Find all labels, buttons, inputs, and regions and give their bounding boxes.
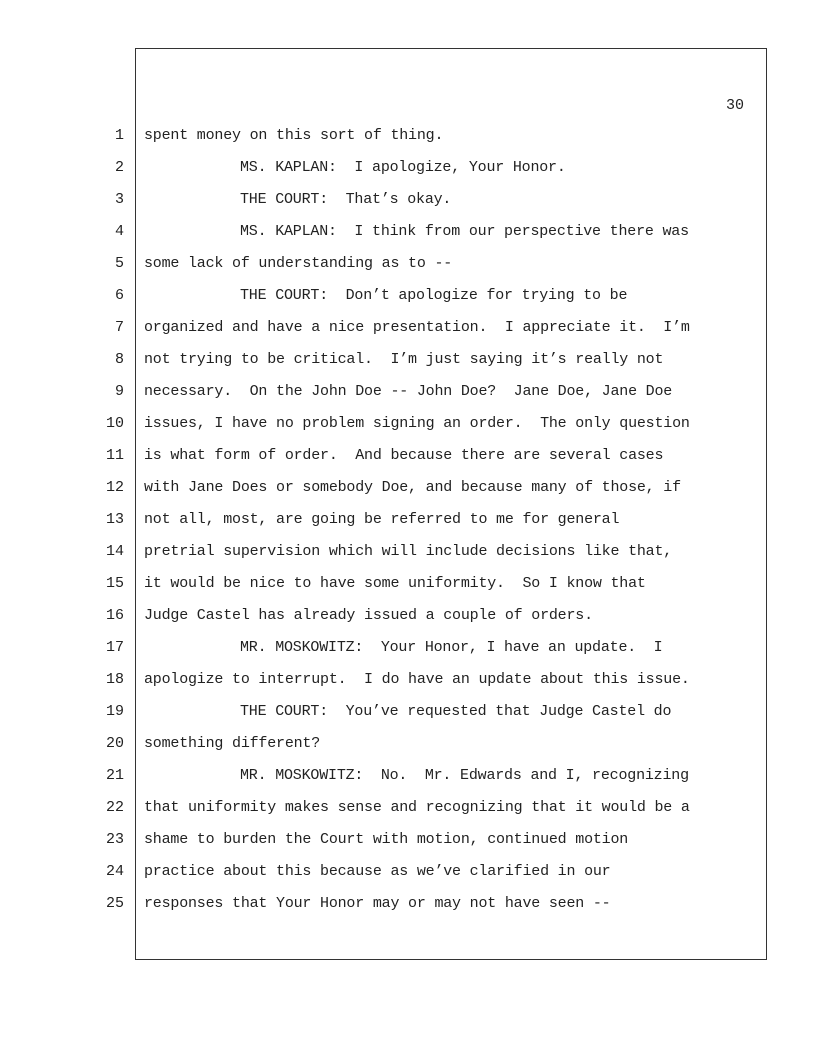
transcript-line [0,862,816,894]
transcript-line [0,798,816,830]
line-text: organized and have a nice presentation. I appreciate it. I’m [144,319,690,336]
line-text: THE COURT: You’ve requested that Judge Castel do [240,703,672,720]
transcript-lines [0,126,816,926]
line-number: 3 [114,191,124,208]
line-number: 23 [105,831,124,848]
line-text: responses that Your Honor may or may not have seen -- [144,895,611,912]
line-number: 16 [105,607,124,624]
page-number: 30 [725,97,744,114]
transcript-line [0,734,816,766]
transcript-line [0,254,816,286]
transcript-line [0,606,816,638]
transcript-line [0,414,816,446]
line-number: 1 [114,127,124,144]
transcript-line [0,318,816,350]
line-text: not trying to be critical. I’m just saying it’s really not [144,351,664,368]
transcript-line [0,574,816,606]
line-number: 8 [114,351,124,368]
line-number: 7 [114,319,124,336]
line-number: 19 [105,703,124,720]
line-text: spent money on this sort of thing. [144,127,444,144]
line-number: 21 [105,767,124,784]
transcript-line [0,158,816,190]
line-number: 17 [105,639,124,656]
line-text: Judge Castel has already issued a couple of orders. [144,607,593,624]
line-number: 24 [105,863,124,880]
line-text: some lack of understanding as to -- [144,255,453,272]
line-text: pretrial supervision which will include decisions like that, [144,543,673,560]
transcript-line [0,670,816,702]
line-text: THE COURT: That’s okay. [240,191,452,208]
line-text: MS. KAPLAN: I apologize, Your Honor. [240,159,566,176]
transcript-line [0,446,816,478]
line-text: something different? [144,735,321,752]
transcript-line [0,510,816,542]
line-text: not all, most, are going be referred to me for general [144,511,620,528]
line-text: it would be nice to have some uniformity. So I know that [144,575,646,592]
transcript-line [0,350,816,382]
transcript-line [0,542,816,574]
line-text: MR. MOSKOWITZ: No. Mr. Edwards and I, recognizing [240,767,689,784]
line-text: with Jane Does or somebody Doe, and because many of those, if [144,479,681,496]
line-text: apologize to interrupt. I do have an update about this issue. [144,671,690,688]
line-text: is what form of order. And because there are several cases [144,447,664,464]
line-number: 14 [105,543,124,560]
line-number: 10 [105,415,124,432]
line-number: 22 [105,799,124,816]
transcript-line [0,126,816,158]
line-number: 13 [105,511,124,528]
line-text: THE COURT: Don’t apologize for trying to be [240,287,628,304]
transcript-line [0,382,816,414]
line-number: 6 [114,287,124,304]
transcript-line [0,222,816,254]
transcript-line [0,286,816,318]
line-number: 9 [114,383,124,400]
line-number: 4 [114,223,124,240]
line-text: necessary. On the John Doe -- John Doe? Jane Doe, Jane Doe [144,383,673,400]
line-number: 25 [105,895,124,912]
line-number: 20 [105,735,124,752]
line-text: that uniformity makes sense and recognizing that it would be a [144,799,690,816]
transcript-line [0,702,816,734]
line-text: MR. MOSKOWITZ: Your Honor, I have an update. I [240,639,663,656]
line-text: issues, I have no problem signing an order. The only question [144,415,690,432]
transcript-line [0,830,816,862]
transcript-line [0,638,816,670]
transcript-line [0,894,816,926]
line-number: 5 [114,255,124,272]
transcript-line [0,766,816,798]
line-text: MS. KAPLAN: I think from our perspective there was [240,223,689,240]
line-number: 2 [114,159,124,176]
transcript-line [0,190,816,222]
line-text: practice about this because as we’ve clarified in our [144,863,611,880]
line-number: 18 [105,671,124,688]
line-number: 11 [105,447,124,464]
transcript-line [0,478,816,510]
line-number: 12 [105,479,124,496]
line-number: 15 [105,575,124,592]
line-text: shame to burden the Court with motion, continued motion [144,831,629,848]
